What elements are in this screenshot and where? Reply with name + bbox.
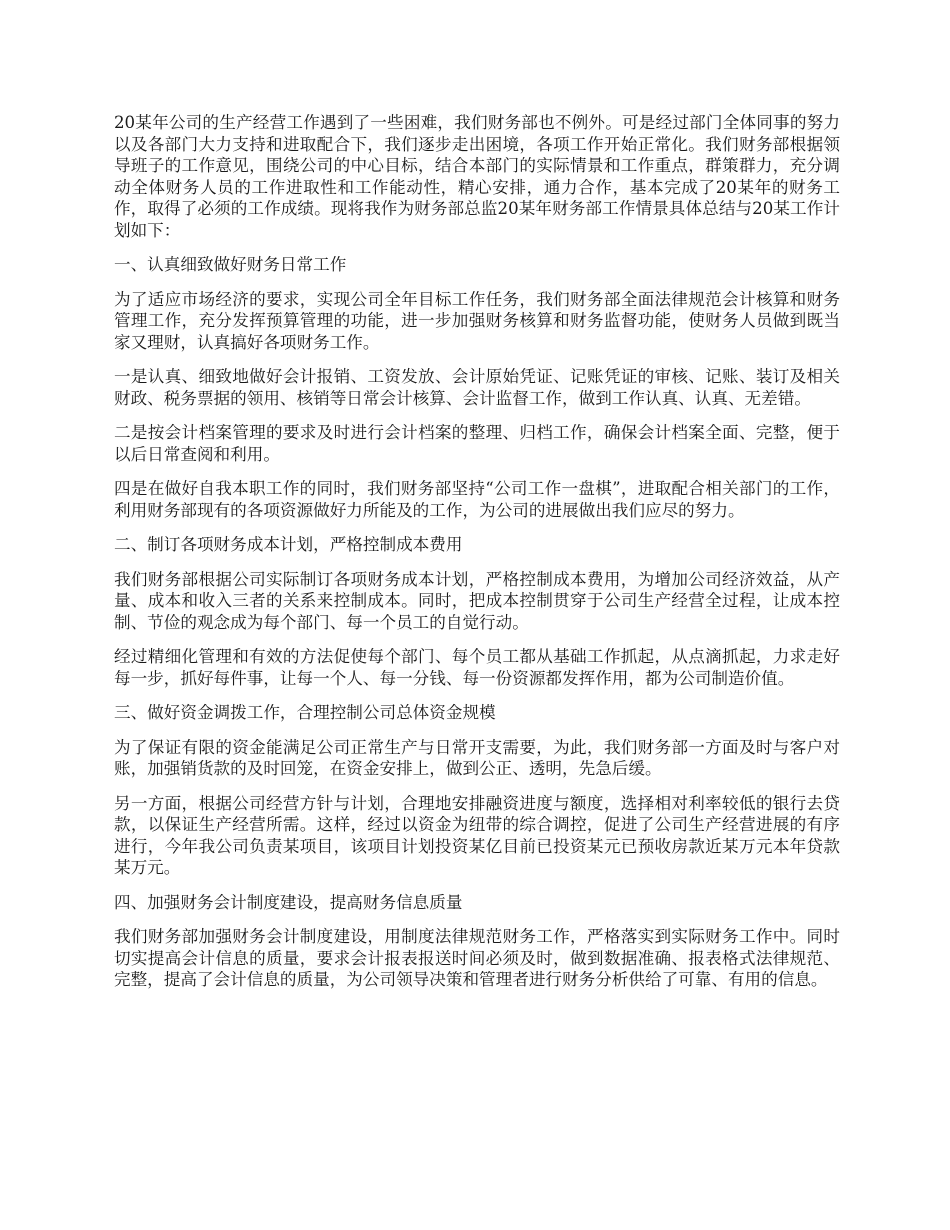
section-2-paragraph-1: 我们财务部根据公司实际制订各项财务成本计划，严格控制成本费用，为增加公司经济效益，从产量、成本和收入三者的关系来控制成本。同时，把成本控制贯穿于公司生产经营全过程，让成本控制、节俭的观念成为每个部门、每一个员工的自觉行动。 xyxy=(114,569,840,632)
section-1-paragraph-4: 四是在做好自我本职工作的同时，我们财务部坚持“公司工作一盘棋”，进取配合相关部门的工作，利用财务部现有的各项资源做好力所能及的工作，为公司的进展做出我们应尽的努力。 xyxy=(114,479,840,520)
intro-paragraph: 20某年公司的生产经营工作遇到了一些困难，我们财务部也不例外。可是经过部门全体同事的努力以及各部门大力支持和进取配合下，我们逐步走出困境，各项工作开始正常化。我们财务部根据领导班子的工作意见，围绕公司的中心目标，结合本部门的实际情景和工作重点，群策群力，充分调动全体财务人员的工作进取性和工作能动性，精心安排，通力合作，基本完成了20某年的财务工作，取得了必须的工作成绩。现将我作为财务部总监20某年财务部工作情景具体总结与20某工作计划如下： xyxy=(114,113,840,240)
section-3-paragraph-2: 另一方面，根据公司经营方针与计划，合理地安排融资进度与额度，选择相对利率较低的银行去贷款，以保证生产经营所需。这样，经过以资金为纽带的综合调控，促进了公司生产经营进展的有序进行，今年我公司负责某项目，该项目计划投资某亿目前已投资某元已预收房款近某万元本年贷款某万元。 xyxy=(114,793,840,877)
section-1-paragraph-2: 一是认真、细致地做好会计报销、工资发放、会计原始凭证、记账凭证的审核、记账、装订及相关财政、税务票据的领用、核销等日常会计核算、会计监督工作，做到工作认真、认真、无差错。 xyxy=(114,367,840,408)
section-1-paragraph-1: 为了适应市场经济的要求，实现公司全年目标工作任务，我们财务部全面法律规范会计核算和财务管理工作，充分发挥预算管理的功能，进一步加强财务核算和财务监督功能，使财务人员做到既当家又理财，认真搞好各项财务工作。 xyxy=(114,289,840,352)
section-2-paragraph-2: 经过精细化管理和有效的方法促使每个部门、每个员工都从基础工作抓起，从点滴抓起，力求走好每一步，抓好每件事，让每一个人、每一分钱、每一份资源都发挥作用，都为公司制造价值。 xyxy=(114,647,840,688)
section-heading-2: 二、制订各项财务成本计划，严格控制成本费用 xyxy=(114,535,463,554)
section-4-paragraph-1: 我们财务部加强财务会计制度建设，用制度法律规范财务工作，严格落实到实际财务工作中。同时切实提高会计信息的质量，要求会计报表报送时间必须及时，做到数据准确、报表格式法律规范、完整，提高了会计信息的质量，为公司领导决策和管理者进行财务分析供给了可靠、有用的信息。 xyxy=(114,927,840,989)
document-body xyxy=(114,112,840,1004)
section-heading-1: 一、认真细致做好财务日常工作 xyxy=(114,255,347,274)
section-heading-4: 四、加强财务会计制度建设，提高财务信息质量 xyxy=(114,892,463,912)
section-3-paragraph-1: 为了保证有限的资金能满足公司正常生产与日常开支需要，为此，我们财务部一方面及时与客户对账，加强销货款的及时回笼，在资金安排上，做到公正、透明，先急后缓。 xyxy=(114,737,840,778)
section-1-paragraph-3: 二是按会计档案管理的要求及时进行会计档案的整理、归档工作，确保会计档案全面、完整，便于以后日常查阅和利用。 xyxy=(114,423,840,464)
section-heading-3: 三、做好资金调拨工作，合理控制公司总体资金规模 xyxy=(114,703,496,722)
